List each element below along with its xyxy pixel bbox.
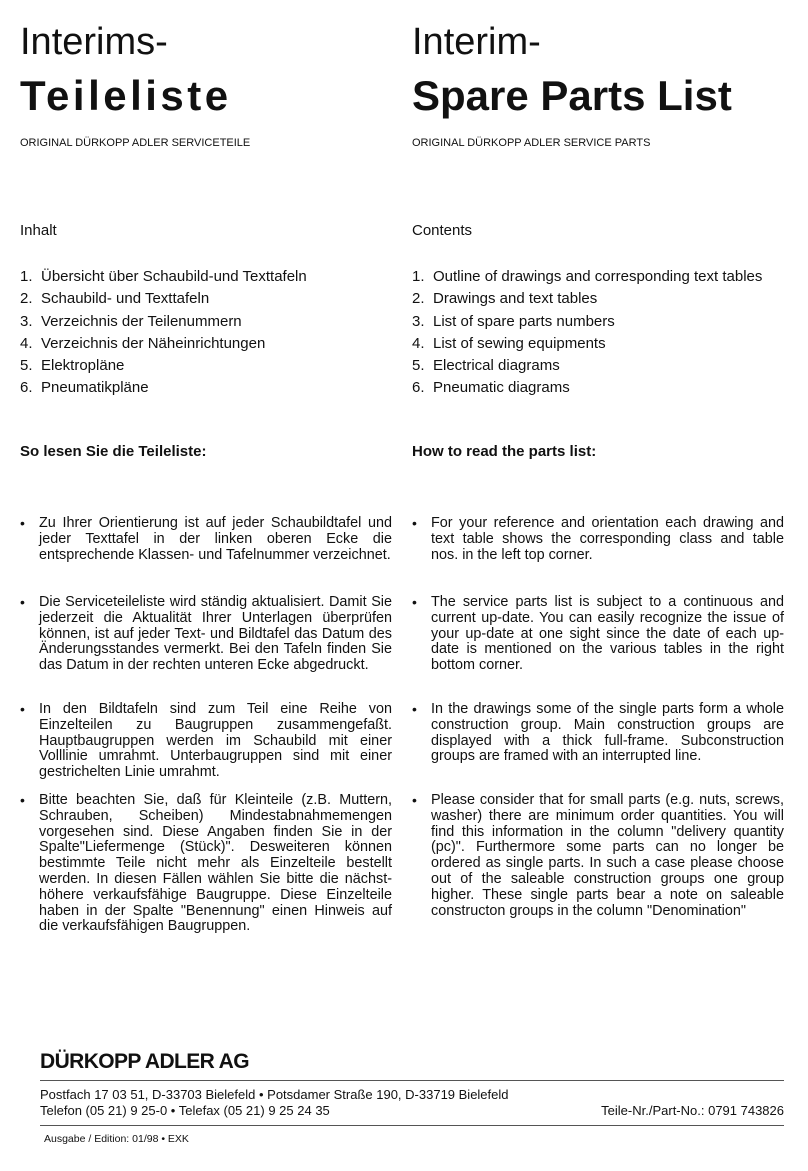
toc-item bbox=[412, 311, 762, 333]
bullet-glyph: • bbox=[20, 701, 25, 717]
toc-item bbox=[20, 311, 307, 333]
toc-text: Verzeichnis der Teilenummern bbox=[41, 312, 242, 330]
bullet-glyph: • bbox=[412, 701, 417, 717]
list-item bbox=[412, 793, 784, 919]
edition-info: Ausgabe / Edition: 01/98 • EXK bbox=[44, 1133, 189, 1145]
bullet-text: For your reference and orientation each drawing and text table shows the corresponding class and table nos. in the left top corner. bbox=[431, 515, 784, 563]
toc-number: 5. bbox=[20, 357, 33, 375]
bullet-text: Die Serviceteileliste wird ständig aktualisiert. Damit Sie jederzeit die Aktualität Ihrer Unterlagen überprüfen können, ist auf jeder Text- und Bildtafel das Datum des Änderungsstandes vermerkt. Bei den Tafeln finden Sie das Datum in der rechten unteren Ecke abgedruckt. bbox=[39, 594, 392, 674]
en-howto-heading: How to read the parts list: bbox=[412, 443, 597, 460]
toc-text: Schaubild- und Texttafeln bbox=[41, 290, 210, 308]
bullet-glyph: • bbox=[412, 792, 417, 808]
toc-text: Verzeichnis der Näheinrichtungen bbox=[41, 334, 266, 352]
bullet-glyph: • bbox=[412, 515, 417, 531]
toc-item bbox=[20, 288, 307, 310]
company-logo: DÜRKOPP ADLER AG bbox=[40, 1050, 249, 1073]
toc-text: Drawings and text tables bbox=[433, 290, 598, 308]
en-subtitle: ORIGINAL DÜRKOPP ADLER SERVICE PARTS bbox=[412, 137, 651, 149]
toc-number: 6. bbox=[412, 379, 425, 397]
de-toc bbox=[20, 266, 307, 400]
toc-item bbox=[20, 333, 307, 355]
list-item bbox=[412, 702, 784, 765]
toc-text: Pneumatikpläne bbox=[41, 379, 149, 397]
address-line-2: Telefon (05 21) 9 25-0 • Telefax (05 21) 9 25 24 35 bbox=[40, 1103, 330, 1118]
toc-number: 1. bbox=[20, 268, 33, 285]
bullet-text: Zu Ihrer Orientierung ist auf jeder Schaubildtafel und jeder Texttafel in der linken oberen Ecke die entsprechende Klassen- und Tafelnummer verzeichnet. bbox=[39, 515, 392, 563]
toc-text: List of spare parts numbers bbox=[433, 312, 615, 330]
list-item bbox=[20, 516, 392, 563]
bullet-glyph: • bbox=[20, 515, 25, 531]
toc-item bbox=[412, 288, 762, 310]
toc-number: 3. bbox=[412, 312, 425, 330]
bullet-text: Please consider that for small parts (e.g. nuts, screws, washer) there are minimum order quantities. You will find this information in the column "delivery quantity (pc)". Furthermore some parts can no longer be ordered as single parts. In such a case please choose out of the saleable construction groups one group higher. These single parts bear a note on saleable constructon groups in the column "Denomination" bbox=[431, 792, 784, 919]
bullet-text: Bitte beachten Sie, daß für Kleinteile (z.B. Muttern, Schrauben, Scheiben) Mindestabnahmemengen vorgesehen sind. Diese Angaben finden Sie in der Spalte"Liefermenge (Stück)". Desweiteren können bestimmte Teile nicht mehr als Einzelteile bestellt werden. In diesen Fällen wählen Sie bitte die nächst- höhere verkaufsfähige Baugruppe. Diese Einzelteile haben in der Spalte "Benennung" einen Hinweis auf die verkaufsfähigen Baugruppen. bbox=[39, 792, 392, 935]
list-item bbox=[20, 793, 392, 935]
de-title-line1: Interims- bbox=[20, 21, 168, 63]
bullet-glyph: • bbox=[20, 594, 25, 610]
en-contents-label: Contents bbox=[412, 222, 473, 239]
de-subtitle: ORIGINAL DÜRKOPP ADLER SERVICETEILE bbox=[20, 137, 251, 149]
de-howto-heading: So lesen Sie die Teileliste: bbox=[20, 443, 207, 460]
toc-number: 2. bbox=[20, 290, 33, 308]
bullet-text: In den Bildtafeln sind zum Teil eine Reihe von Einzelteilen zu Baugruppen zusammengefaßt. Hauptbaugruppen werden im Schaubild mit einer Volllinie umrahmt. Unterbaugruppen sind mit einer gestrichelten Linie umrahmt. bbox=[39, 701, 392, 781]
toc-text: Übersicht über Schaubild-und Texttafeln bbox=[41, 268, 307, 285]
toc-number: 3. bbox=[20, 312, 33, 330]
list-item bbox=[20, 702, 392, 781]
toc-text: List of sewing equipments bbox=[433, 334, 606, 352]
toc-number: 4. bbox=[20, 334, 33, 352]
de-title-line2: Teileliste bbox=[20, 72, 232, 119]
en-title-line1: Interim- bbox=[412, 21, 541, 63]
toc-number: 5. bbox=[412, 357, 425, 375]
bullet-glyph: • bbox=[412, 594, 417, 610]
toc-item bbox=[412, 266, 762, 288]
footer-divider bbox=[40, 1080, 784, 1081]
toc-item bbox=[412, 355, 762, 377]
toc-number: 1. bbox=[412, 268, 425, 285]
toc-text: Elektropläne bbox=[41, 357, 125, 375]
toc-number: 6. bbox=[20, 379, 33, 397]
address-line-1: Postfach 17 03 51, D-33703 Bielefeld • Potsdamer Straße 190, D-33719 Bielefeld bbox=[40, 1087, 509, 1102]
toc-item bbox=[412, 333, 762, 355]
bullet-text: In the drawings some of the single parts form a whole construction group. Main construction groups are displayed with a thick full-frame. Subconstruction groups are framed with an interrupted line. bbox=[431, 701, 784, 765]
toc-text: Outline of drawings and corresponding text tables bbox=[433, 268, 763, 285]
toc-text: Pneumatic diagrams bbox=[433, 379, 570, 397]
toc-item bbox=[20, 355, 307, 377]
en-toc bbox=[412, 266, 762, 400]
list-item bbox=[412, 595, 784, 674]
footer-divider bbox=[40, 1125, 784, 1126]
toc-number: 2. bbox=[412, 290, 425, 308]
bullet-text: The service parts list is subject to a continuous and current up-date. You can easily recognize the issue of your up-date at one sight since the date of each up-date is mentioned on the various tables in the right bottom corner. bbox=[431, 594, 784, 674]
toc-item bbox=[412, 377, 762, 399]
de-contents-label: Inhalt bbox=[20, 222, 57, 239]
list-item bbox=[412, 516, 784, 563]
list-item bbox=[20, 595, 392, 674]
toc-number: 4. bbox=[412, 334, 425, 352]
part-number: Teile-Nr./Part-No.: 0791 743826 bbox=[601, 1103, 784, 1118]
en-title-line2: Spare Parts List bbox=[412, 72, 732, 119]
toc-item bbox=[20, 377, 307, 399]
toc-text: Electrical diagrams bbox=[433, 357, 560, 375]
bullet-glyph: • bbox=[20, 792, 25, 808]
toc-item bbox=[20, 266, 307, 288]
